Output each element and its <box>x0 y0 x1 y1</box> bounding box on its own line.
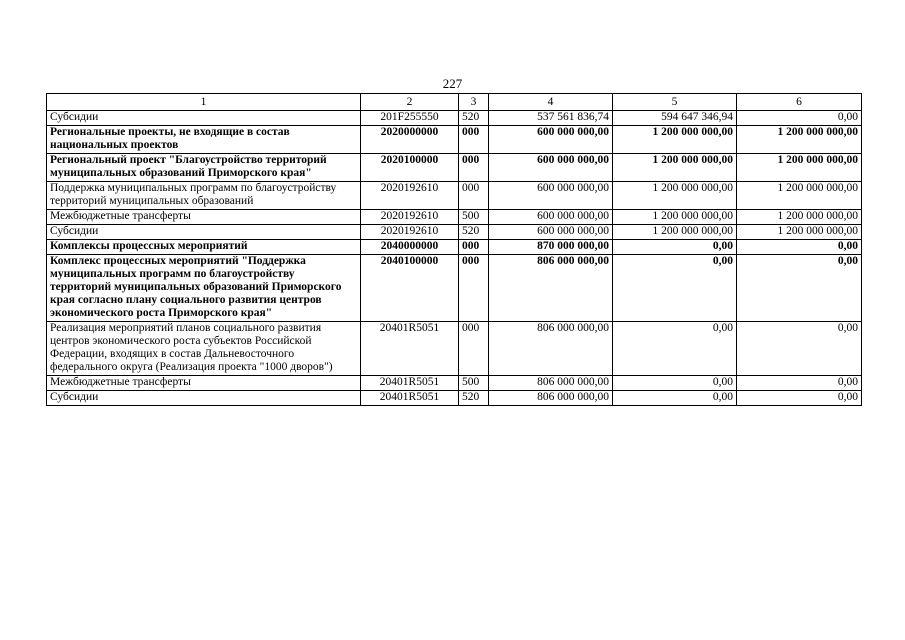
row-name: Реализация мероприятий планов социального развития центров экономического роста субъектов Российской Федерации, входящих в состав Дальневосточного федерального округа (Реализация проекта "1000 дворов") <box>47 322 361 376</box>
row-type: 000 <box>459 182 489 210</box>
column-header: 3 <box>459 94 489 111</box>
row-value-3: 1 200 000 000,00 <box>737 154 862 182</box>
row-name: Региональный проект "Благоустройство территорий муниципальных образований Приморского края" <box>47 154 361 182</box>
row-value-3: 0,00 <box>737 255 862 322</box>
row-value-3: 0,00 <box>737 391 862 406</box>
row-value-2: 1 200 000 000,00 <box>613 126 737 154</box>
row-value-3: 0,00 <box>737 111 862 126</box>
row-type: 520 <box>459 225 489 240</box>
page-number: 227 <box>442 76 463 91</box>
column-header: 4 <box>489 94 613 111</box>
row-value-1: 600 000 000,00 <box>489 154 613 182</box>
row-value-3: 1 200 000 000,00 <box>737 126 862 154</box>
row-value-2: 0,00 <box>613 376 737 391</box>
row-value-2: 0,00 <box>613 391 737 406</box>
row-value-2: 1 200 000 000,00 <box>613 225 737 240</box>
row-value-1: 600 000 000,00 <box>489 126 613 154</box>
row-name: Поддержка муниципальных программ по благоустройству территорий муниципальных образований <box>47 182 361 210</box>
column-header: 2 <box>361 94 459 111</box>
row-code: 2020100000 <box>361 154 459 182</box>
row-type: 000 <box>459 240 489 255</box>
row-name: Субсидии <box>47 391 361 406</box>
table-row <box>47 255 862 322</box>
row-value-2: 0,00 <box>613 240 737 255</box>
row-value-3: 1 200 000 000,00 <box>737 182 862 210</box>
column-header: 5 <box>613 94 737 111</box>
row-name: Межбюджетные трансферты <box>47 376 361 391</box>
row-value-3: 0,00 <box>737 240 862 255</box>
row-type: 000 <box>459 255 489 322</box>
row-value-2: 0,00 <box>613 322 737 376</box>
row-code: 20401R5051 <box>361 376 459 391</box>
row-code: 2040100000 <box>361 255 459 322</box>
row-value-1: 806 000 000,00 <box>489 391 613 406</box>
row-type: 000 <box>459 126 489 154</box>
table-row <box>47 391 862 406</box>
row-value-2: 1 200 000 000,00 <box>613 154 737 182</box>
table-row <box>47 154 862 182</box>
row-code: 20401R5051 <box>361 391 459 406</box>
row-name: Региональные проекты, не входящие в состав национальных проектов <box>47 126 361 154</box>
row-value-1: 870 000 000,00 <box>489 240 613 255</box>
table-row <box>47 210 862 225</box>
row-name: Комплекс процессных мероприятий "Поддержка муниципальных программ по благоустройству территорий муниципальных образований Приморского края согласно плану социального развития центров экономического роста Приморского края" <box>47 255 361 322</box>
budget-table <box>46 93 862 406</box>
row-code: 2020192610 <box>361 225 459 240</box>
row-code: 2020192610 <box>361 182 459 210</box>
row-type: 520 <box>459 111 489 126</box>
row-code: 2020192610 <box>361 210 459 225</box>
table-row <box>47 322 862 376</box>
row-value-1: 806 000 000,00 <box>489 322 613 376</box>
table-row <box>47 225 862 240</box>
row-name: Межбюджетные трансферты <box>47 210 361 225</box>
row-value-3: 0,00 <box>737 376 862 391</box>
row-value-3: 1 200 000 000,00 <box>737 210 862 225</box>
row-value-2: 594 647 346,94 <box>613 111 737 126</box>
row-name: Субсидии <box>47 225 361 240</box>
row-value-1: 600 000 000,00 <box>489 210 613 225</box>
header-row <box>47 94 862 111</box>
row-type: 000 <box>459 322 489 376</box>
row-name: Комплексы процессных мероприятий <box>47 240 361 255</box>
row-code: 2020000000 <box>361 126 459 154</box>
row-code: 20401R5051 <box>361 322 459 376</box>
row-value-3: 1 200 000 000,00 <box>737 225 862 240</box>
column-header: 1 <box>47 94 361 111</box>
row-code: 2040000000 <box>361 240 459 255</box>
table-row <box>47 376 862 391</box>
row-type: 520 <box>459 391 489 406</box>
row-value-1: 806 000 000,00 <box>489 255 613 322</box>
row-value-3: 0,00 <box>737 322 862 376</box>
table-row <box>47 240 862 255</box>
row-value-2: 1 200 000 000,00 <box>613 210 737 225</box>
row-value-1: 537 561 836,74 <box>489 111 613 126</box>
table-row <box>47 111 862 126</box>
row-value-1: 806 000 000,00 <box>489 376 613 391</box>
table-row <box>47 126 862 154</box>
row-value-1: 600 000 000,00 <box>489 182 613 210</box>
row-name: Субсидии <box>47 111 361 126</box>
table-row <box>47 182 862 210</box>
row-code: 201F255550 <box>361 111 459 126</box>
row-value-2: 0,00 <box>613 255 737 322</box>
row-type: 000 <box>459 154 489 182</box>
row-value-2: 1 200 000 000,00 <box>613 182 737 210</box>
row-type: 500 <box>459 376 489 391</box>
column-header: 6 <box>737 94 862 111</box>
row-value-1: 600 000 000,00 <box>489 225 613 240</box>
row-type: 500 <box>459 210 489 225</box>
